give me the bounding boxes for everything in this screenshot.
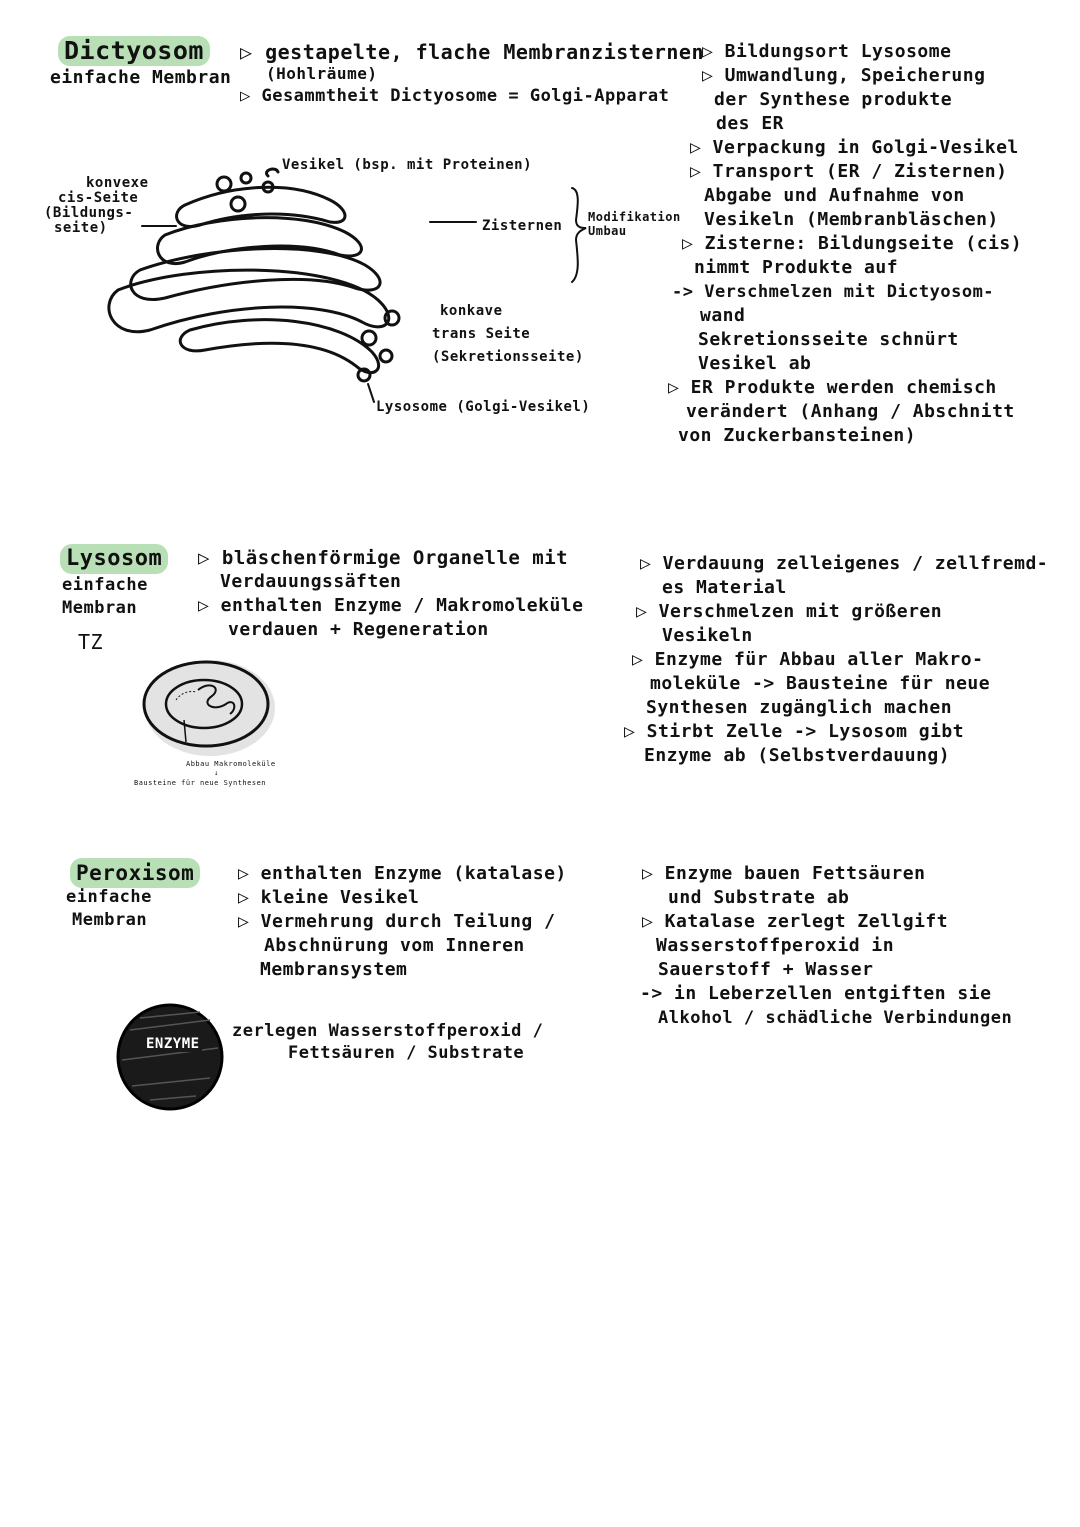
- zerlegen-line: zerlegen Wasserstoffperoxid /: [232, 1021, 544, 1041]
- lysosom-function: ▷ Verschmelzen mit größeren: [636, 601, 943, 622]
- dictyosom-function: Vesikel ab: [698, 353, 812, 374]
- peroxisom-prop: ▷ enthalten Enzyme (katalase): [238, 863, 567, 884]
- dictyosom-title: Dictyosom: [58, 36, 210, 66]
- dictyosom-function: verändert (Anhang / Abschnitt: [686, 401, 1015, 422]
- peroxisom-function: Wasserstoffperoxid in: [656, 935, 895, 956]
- lysosom-function: ▷ Enzyme für Abbau aller Makro-: [632, 649, 984, 670]
- dictyosom-prop: (Hohlräume): [266, 64, 378, 83]
- lysosom-prop: ▷ bläschenförmige Organelle mit: [198, 547, 569, 569]
- peroxisom-prop: ▷ Vermehrung durch Teilung /: [238, 911, 556, 932]
- peroxisom-function: Alkohol / schädliche Verbindungen: [658, 1008, 1013, 1028]
- label-bausteine: Bausteine für neue Synthesen: [134, 779, 267, 787]
- dictyosom-function: der Synthese produkte: [714, 89, 953, 110]
- lysosom-function: moleküle -> Bausteine für neue: [650, 673, 991, 694]
- lysosom-membrane-line: einfache: [62, 575, 148, 595]
- lysosom-membrane-line: Membran: [62, 598, 138, 618]
- lysosom-function: ▷ Stirbt Zelle -> Lysosom gibt: [624, 721, 965, 742]
- trans-label-line: trans Seite: [432, 326, 531, 342]
- cis-label-line: konvexe: [86, 175, 149, 191]
- label-zisternen: Zisternen: [482, 218, 563, 234]
- trans-label-line: (Sekretionsseite): [432, 349, 584, 365]
- dictyosom-function: Sekretionsseite schnürt: [698, 329, 959, 350]
- lysosom-function: ▷ Verdauung zelleigenes / zellfremd-: [640, 553, 1049, 574]
- dictyosom-function: wand: [700, 305, 746, 326]
- peroxisom-function: -> in Leberzellen entgiften sie: [640, 983, 992, 1004]
- dictyosom-membrane: einfache Membran: [50, 67, 232, 88]
- lysosom-prop: ▷ enthalten Enzyme / Makromoleküle: [198, 595, 584, 616]
- peroxisom-title: Peroxisom: [70, 858, 200, 888]
- lysosom-prop: Verdauungssäften: [220, 571, 402, 592]
- label-abbau-arrow: ↓: [214, 769, 219, 777]
- peroxisom-function: Sauerstoff + Wasser: [658, 959, 874, 980]
- label-enzyme: ENZYME: [146, 1036, 200, 1052]
- lysosom-function: Vesikeln: [662, 625, 753, 646]
- peroxisom-prop: Abschnürung vom Inneren: [264, 935, 525, 956]
- cis-label-line: cis-Seite: [58, 190, 139, 206]
- label-lysosome: Lysosome (Golgi-Vesikel): [376, 399, 591, 415]
- peroxisom-prop: Membransystem: [260, 959, 408, 980]
- lysosom-function: Synthesen zugänglich machen: [646, 697, 953, 718]
- peroxisom-function: und Substrate ab: [668, 887, 850, 908]
- dictyosom-function: ▷ Bildungsort Lysosome: [702, 41, 952, 62]
- peroxisom-membrane-line: einfache: [66, 887, 152, 907]
- lysosom-tag: TZ: [78, 630, 104, 654]
- zerlegen-line: Fettsäuren / Substrate: [288, 1043, 525, 1063]
- dictyosom-function: ▷ ER Produkte werden chemisch: [668, 377, 997, 398]
- lysosom-function: Enzyme ab (Selbstverdauung): [644, 745, 951, 766]
- cis-label-line: seite): [54, 220, 108, 236]
- dictyosom-function: von Zuckerbansteinen): [678, 425, 917, 446]
- cis-label-line: (Bildungs-: [44, 205, 134, 221]
- modifikation-line: Umbau: [588, 224, 627, 238]
- dictyosom-function: ▷ Zisterne: Bildungseite (cis): [682, 233, 1023, 254]
- dictyosom-function: nimmt Produkte auf: [694, 257, 899, 278]
- dictyosom-function: Vesikeln (Membranbläschen): [704, 209, 999, 230]
- dictyosom-prop: ▷ Gesammtheit Dictyosome = Golgi-Apparat: [240, 86, 670, 106]
- lysosom-prop: verdauen + Regeneration: [228, 619, 489, 640]
- peroxisom-function: ▷ Enzyme bauen Fettsäuren: [642, 863, 926, 884]
- label-zerlegen: [232, 1020, 543, 1064]
- modifikation-line: Modifikation: [588, 210, 681, 224]
- dictyosom-function: Abgabe und Aufnahme von: [704, 185, 965, 206]
- lysosom-title: Lysosom: [60, 544, 168, 574]
- peroxisom-function: ▷ Katalase zerlegt Zellgift: [642, 911, 949, 932]
- dictyosom-function: -> Verschmelzen mit Dictyosom-: [672, 282, 995, 302]
- dictyosom-function: ▷ Transport (ER / Zisternen): [690, 161, 1008, 182]
- peroxisom-functions: [640, 862, 1012, 1030]
- dictyosom-function: ▷ Umwandlung, Speicherung: [702, 65, 986, 86]
- label-vesikel: Vesikel (bsp. mit Proteinen): [282, 157, 533, 173]
- peroxisom-membrane-line: Membran: [72, 910, 148, 930]
- peroxisom-prop: ▷ kleine Vesikel: [238, 887, 420, 908]
- trans-label-line: konkave: [440, 303, 503, 319]
- dictyosom-function: ▷ Verpackung in Golgi-Vesikel: [690, 137, 1019, 158]
- dictyosom-prop: ▷ gestapelte, flache Membranzisternen: [240, 40, 705, 64]
- label-abbau: Abbau Makromoleküle: [186, 760, 276, 768]
- lysosom-function: es Material: [662, 577, 787, 598]
- dictyosom-function: des ER: [716, 113, 785, 134]
